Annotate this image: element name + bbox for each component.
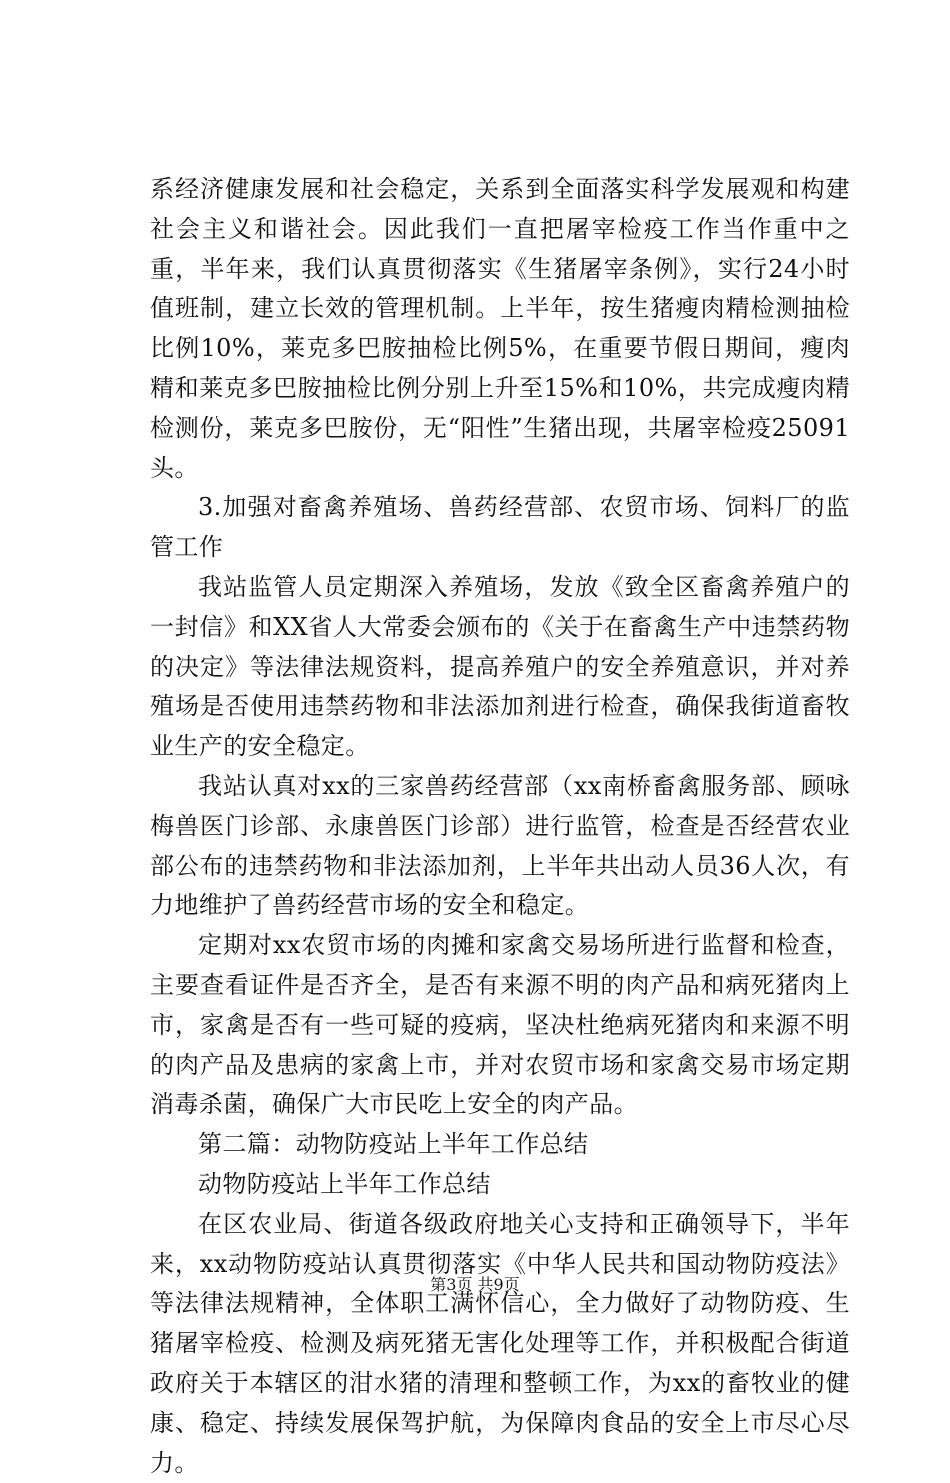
- paragraph-continuation: 系经济健康发展和社会稳定，关系到全面落实科学发展观和构建社会主义和谐社会。因此我们一直把屠宰检疫工作当作重中之重，半年来，我们认真贯彻落实《生猪屠宰条例》，实行24小时值班制，建立长效的管理机制。上半年，按生猪瘦肉精检测抽检比例10%，莱克多巴胺抽检比例5%，在重要节假日期间，瘦肉精和莱克多巴胺抽检比例分别上升至15%和10%，共完成瘦肉精检测份，莱克多巴胺份，无“阳性”生猪出现，共屠宰检疫25091头。: [150, 175, 850, 482]
- paragraph-market-inspection: 定期对xx农贸市场的肉摊和家禽交易场所进行监督和检查，主要查看证件是否齐全，是否有来源不明的肉产品和病死猪肉上市，家禽是否有一些可疑的疫病，坚决杜绝病死猪肉和来源不明的肉产品及患病的家禽上市，并对农贸市场和家禽交易市场定期消毒杀菌，确保广大市民吃上安全的肉产品。: [150, 931, 850, 1119]
- paragraph-intro: 在区农业局、街道各级政府地关心支持和正确领导下，半年来，xx动物防疫站认真贯彻落实《中华人民共和国动物防疫法》等法律法规精神，全体职工满怀信心，全力做好了动物防疫、生猪屠宰检疫、检测及病死猪无害化处理等工作，并积极配合街道政府关于本辖区的泔水猪的清理和整顿工作，为xx的畜牧业的健康、稳定、持续发展保驾护航，为保障肉食品的安全上市尽心尽力。: [150, 1209, 850, 1477]
- paragraph-vet-drug-supervision: 我站认真对xx的三家兽药经营部（xx南桥畜禽服务部、顾咏梅兽医门诊部、永康兽医门诊部）进行监管，检查是否经营农业部公布的违禁药物和非法添加剂，上半年共出动人员36人次，有力地维护了兽药经营市场的安全和稳定。: [150, 771, 850, 920]
- chapter-title: 动物防疫站上半年工作总结: [198, 1169, 491, 1198]
- paragraph-farm-supervision: 我站监管人员定期深入养殖场，发放《致全区畜禽养殖户的一封信》和XX省人大常委会颁布的《关于在畜禽生产中违禁药物的决定》等法律法规资料，提高养殖户的安全养殖意识，并对养殖场是否使用违禁药物和非法添加剂进行检查，确保我街道畜牧业生产的安全稳定。: [150, 572, 850, 761]
- chapter-heading: 第二篇：动物防疫站上半年工作总结: [198, 1130, 589, 1159]
- section-heading-3: 3.加强对畜禽养殖场、兽药经营部、农贸市场、饲料厂的监管工作: [150, 493, 850, 562]
- page-number-footer: 第3页 共9页: [430, 1275, 520, 1294]
